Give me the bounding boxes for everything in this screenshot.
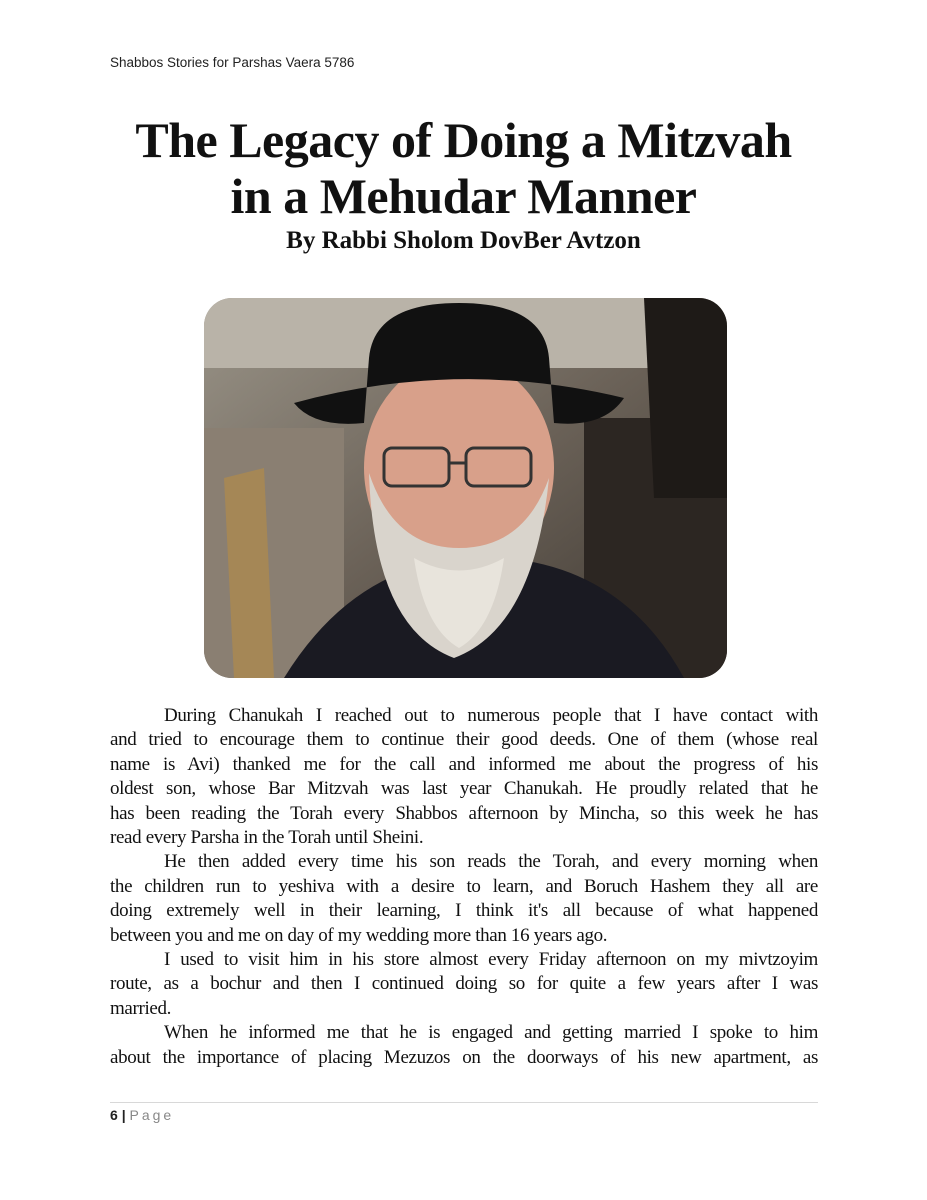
text-line: married. bbox=[110, 997, 172, 1019]
paragraph bbox=[110, 704, 818, 850]
byline: By Rabbi Sholom DovBer Avtzon bbox=[286, 227, 641, 254]
title-line: in a Mehudar Manner bbox=[230, 168, 697, 224]
text-line: oldest son, whose Bar Mitzvah was last year Chanukah. He proudly related that he bbox=[110, 778, 818, 800]
page-label: Page bbox=[129, 1107, 175, 1123]
footer-separator: | bbox=[121, 1107, 126, 1123]
article-title bbox=[0, 112, 927, 224]
footer-divider bbox=[110, 1102, 818, 1103]
text-line: read every Parsha in the Torah until Sheini. bbox=[110, 827, 424, 849]
article-body bbox=[110, 704, 818, 1070]
page-number: 6 bbox=[110, 1107, 118, 1123]
page-footer bbox=[110, 1107, 174, 1123]
text-line: name is Avi) thanked me for the call and informed me about the progress of his bbox=[110, 753, 818, 775]
text-line: has been reading the Torah every Shabbos afternoon by Mincha, so this week he has bbox=[110, 802, 818, 824]
text-line: and tried to encourage them to continue their good deeds. One of them (whose real bbox=[110, 729, 818, 751]
text-line: During Chanukah I reached out to numerous people that I have contact with bbox=[164, 705, 818, 726]
running-header: Shabbos Stories for Parshas Vaera 5786 bbox=[110, 55, 355, 70]
text-line: doing extremely well in their learning, I think it's all because of what happened bbox=[110, 900, 818, 922]
text-line: about the importance of placing Mezuzos on the doorways of his new apartment, as bbox=[110, 1046, 818, 1068]
text-line: When he informed me that he is engaged and getting married I spoke to him bbox=[164, 1022, 818, 1044]
title-line: The Legacy of Doing a Mitzvah bbox=[135, 112, 792, 168]
author-photo bbox=[204, 298, 727, 678]
paragraph bbox=[110, 850, 818, 948]
paragraph bbox=[110, 1021, 818, 1070]
text-line: route, as a bochur and then I continued doing so for quite a few years after I was bbox=[110, 973, 818, 995]
text-line: between you and me on day of my wedding more than 16 years ago. bbox=[110, 924, 608, 946]
text-line: the children run to yeshiva with a desire to learn, and Boruch Hashem they all are bbox=[110, 875, 818, 897]
text-line: I used to visit him in his store almost every Friday afternoon on my mivtzoyim bbox=[164, 949, 818, 971]
paragraph bbox=[110, 948, 818, 1021]
text-line: He then added every time his son reads the Torah, and every morning when bbox=[164, 851, 818, 873]
